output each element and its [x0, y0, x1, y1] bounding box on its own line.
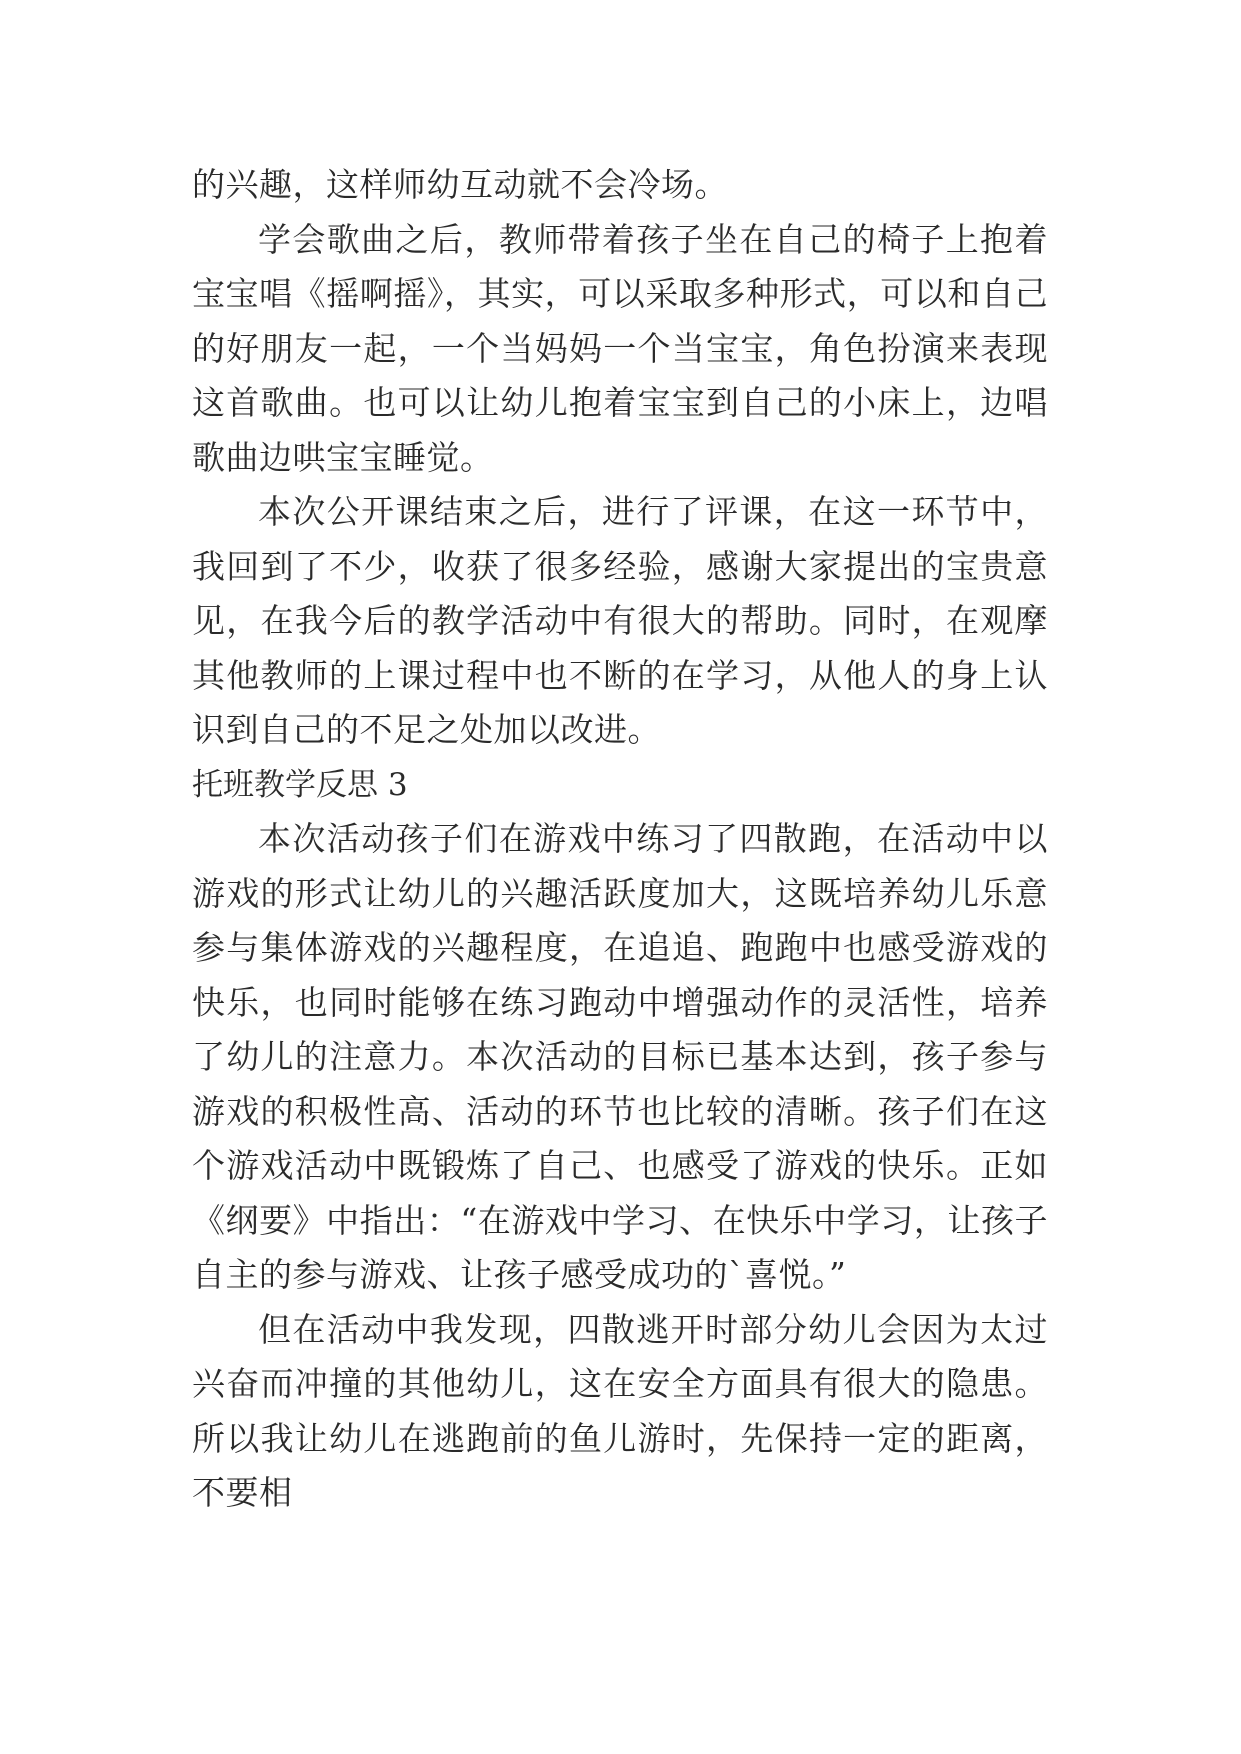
- paragraph-2: 学会歌曲之后，教师带着孩子坐在自己的椅子上抱着宝宝唱《摇啊摇》，其实，可以采取多种形式，可以和自己的好朋友一起，一个当妈妈一个当宝宝，角色扮演来表现这首歌曲。也可以让幼儿抱着宝宝到自己的小床上，边唱歌曲边哄宝宝睡觉。: [192, 219, 1048, 477]
- paragraph-5: 但在活动中我发现，四散逃开时部分幼儿会因为太过兴奋而冲撞的其他幼儿，这在安全方面具有很大的隐患。所以我让幼儿在逃跑前的鱼儿游时，先保持一定的距离，不要相: [192, 1309, 1048, 1512]
- document-body: [192, 158, 1048, 1521]
- section-heading: 托班教学反思 3: [192, 766, 408, 803]
- paragraph-3: 本次公开课结束之后，进行了评课，在这一环节中，我回到了不少，收获了很多经验，感谢大家提出的宝贵意见，在我今后的教学活动中有很大的帮助。同时，在观摩其他教师的上课过程中也不断的在学习，从他人的身上认识到自己的不足之处加以改进。: [192, 492, 1048, 749]
- paragraph-1: 的兴趣，这样师幼互动就不会冷场。: [192, 165, 728, 204]
- paragraph-4: 本次活动孩子们在游戏中练习了四散跑，在活动中以游戏的形式让幼儿的兴趣活跃度加大，这既培养幼儿乐意参与集体游戏的兴趣程度，在追追、跑跑中也感受游戏的快乐，也同时能够在练习跑动中增强动作的灵活性，培养了幼儿的注意力。本次活动的目标已基本达到，孩子参与游戏的积极性高、活动的环节也比较的清晰。孩子们在这个游戏活动中既锻炼了自己、也感受了游戏的快乐。正如《纲要》中指出：“在游戏中学习、在快乐中学习，让孩子自主的参与游戏、让孩子感受成功的`喜悦。”: [192, 819, 1048, 1294]
